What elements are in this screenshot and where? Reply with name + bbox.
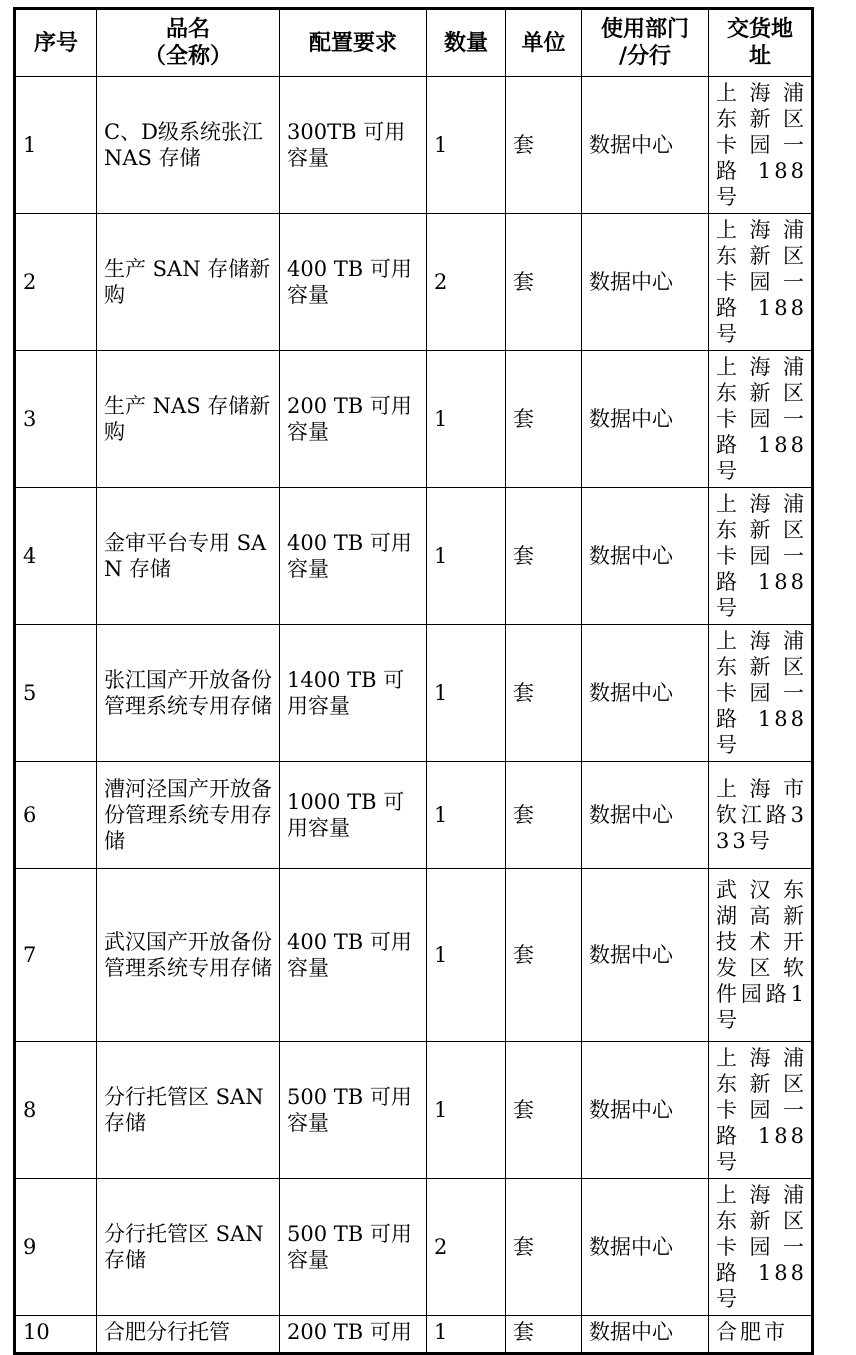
cell-unit-text: 套 — [513, 270, 534, 294]
cell-delivery-address-text: 上海市钦江路333号 — [716, 777, 807, 853]
cell-quantity — [427, 1316, 506, 1354]
cell-serial — [15, 351, 97, 488]
cell-delivery-address — [709, 214, 813, 351]
cell-unit-text: 套 — [513, 1098, 534, 1122]
cell-product-name — [97, 869, 280, 1042]
cell-unit — [506, 1316, 582, 1354]
cell-department — [582, 351, 709, 488]
cell-product-name — [97, 1316, 280, 1354]
table-row — [15, 625, 813, 762]
cell-product-name-text: C、D级系统张江 NAS 存储 — [104, 120, 263, 170]
header-department — [582, 9, 709, 77]
cell-quantity — [427, 351, 506, 488]
cell-delivery-address-text: 上海浦东新区卡园一路188号 — [716, 629, 807, 757]
header-text: 使用部门 — [600, 17, 689, 42]
cell-department — [582, 1316, 709, 1354]
cell-department-text: 数据中心 — [589, 407, 673, 431]
cell-product-name-text: 武汉国产开放备份管理系统专用存储 — [104, 930, 272, 980]
cell-department-text: 数据中心 — [589, 943, 673, 967]
cell-product-name-text: 金审平台专用 SAN 存储 — [104, 531, 267, 581]
cell-serial-text: 10 — [23, 1320, 50, 1344]
header-unit — [506, 9, 582, 77]
cell-serial-text: 8 — [23, 1098, 37, 1122]
cell-unit — [506, 351, 582, 488]
cell-department — [582, 762, 709, 869]
cell-config — [280, 1316, 427, 1354]
cell-serial — [15, 77, 97, 214]
cell-serial — [15, 214, 97, 351]
cell-product-name-text: 漕河泾国产开放备份管理系统专用存储 — [104, 777, 272, 853]
header-text: 品名 — [165, 17, 210, 42]
header-text: 配置要求 — [308, 30, 397, 56]
cell-product-name — [97, 214, 280, 351]
procurement-table — [13, 7, 814, 1355]
cell-product-name-text: 分行托管区 SAN 存储 — [104, 1222, 264, 1272]
header-text: 序号 — [33, 30, 78, 56]
header-text: 数量 — [443, 30, 488, 56]
procurement-table-wrapper — [13, 7, 814, 1355]
cell-delivery-address-text: 上海浦东新区卡园一路188号 — [716, 81, 807, 209]
cell-quantity-text: 1 — [434, 943, 448, 967]
cell-serial-text: 5 — [23, 681, 37, 705]
cell-department-text: 数据中心 — [589, 1320, 673, 1344]
cell-delivery-address — [709, 351, 813, 488]
cell-serial-text: 6 — [23, 803, 37, 827]
cell-serial-text: 7 — [23, 943, 37, 967]
cell-config — [280, 1042, 427, 1179]
table-row — [15, 1316, 813, 1354]
cell-product-name-text: 合肥分行托管 — [104, 1320, 230, 1344]
cell-quantity-text: 1 — [434, 407, 448, 431]
cell-config-text: 500 TB 可用容量 — [287, 1085, 412, 1135]
header-row — [15, 9, 813, 77]
cell-unit-text: 套 — [513, 544, 534, 568]
cell-unit — [506, 77, 582, 214]
cell-config-text: 400 TB 可用容量 — [287, 531, 412, 581]
cell-department — [582, 1179, 709, 1316]
cell-serial-text: 3 — [23, 407, 37, 431]
cell-department — [582, 488, 709, 625]
cell-department — [582, 1042, 709, 1179]
header-text: 交货地 — [726, 17, 793, 42]
table-row — [15, 762, 813, 869]
cell-config-text: 400 TB 可用容量 — [287, 930, 412, 980]
cell-delivery-address — [709, 869, 813, 1042]
cell-quantity-text: 1 — [434, 544, 448, 568]
cell-department-text: 数据中心 — [589, 133, 673, 157]
cell-unit — [506, 214, 582, 351]
cell-config — [280, 77, 427, 214]
cell-unit — [506, 869, 582, 1042]
cell-serial-text: 4 — [23, 544, 37, 568]
cell-department — [582, 77, 709, 214]
header-delivery-address — [709, 9, 813, 77]
cell-delivery-address — [709, 1316, 813, 1354]
cell-quantity — [427, 625, 506, 762]
cell-delivery-address-text: 上海浦东新区卡园一路188号 — [716, 218, 807, 346]
cell-quantity — [427, 488, 506, 625]
cell-serial-text: 9 — [23, 1235, 37, 1259]
cell-quantity-text: 1 — [434, 681, 448, 705]
cell-config-text: 200 TB 可用 — [287, 1320, 412, 1344]
cell-unit-text: 套 — [513, 1235, 534, 1259]
table-body — [15, 77, 813, 1354]
header-product-name — [97, 9, 280, 77]
table-row — [15, 869, 813, 1042]
cell-config — [280, 869, 427, 1042]
cell-serial — [15, 762, 97, 869]
header-text: （全称） — [143, 44, 232, 69]
cell-config — [280, 351, 427, 488]
cell-config-text: 200 TB 可用容量 — [287, 394, 412, 444]
cell-quantity — [427, 77, 506, 214]
cell-unit-text: 套 — [513, 681, 534, 705]
cell-product-name — [97, 625, 280, 762]
cell-unit — [506, 625, 582, 762]
cell-serial — [15, 1042, 97, 1179]
cell-delivery-address — [709, 1179, 813, 1316]
table-row — [15, 214, 813, 351]
cell-unit-text: 套 — [513, 803, 534, 827]
cell-config-text: 300TB 可用容量 — [287, 120, 406, 170]
cell-config-text: 500 TB 可用容量 — [287, 1222, 412, 1272]
cell-quantity — [427, 869, 506, 1042]
cell-delivery-address-text: 合肥市 — [716, 1320, 788, 1344]
cell-department-text: 数据中心 — [589, 544, 673, 568]
cell-department-text: 数据中心 — [589, 270, 673, 294]
cell-department-text: 数据中心 — [589, 681, 673, 705]
cell-product-name — [97, 1042, 280, 1179]
cell-serial — [15, 1316, 97, 1354]
cell-delivery-address-text: 上海浦东新区卡园一路188号 — [716, 1046, 807, 1174]
cell-serial — [15, 869, 97, 1042]
cell-config-text: 1000 TB 可用容量 — [287, 790, 405, 840]
cell-config — [280, 1179, 427, 1316]
header-text: 单位 — [521, 30, 566, 56]
header-quantity — [427, 9, 506, 77]
cell-delivery-address — [709, 77, 813, 214]
cell-department — [582, 214, 709, 351]
cell-unit — [506, 1042, 582, 1179]
cell-unit-text: 套 — [513, 407, 534, 431]
cell-unit-text: 套 — [513, 1320, 534, 1344]
cell-quantity-text: 1 — [434, 803, 448, 827]
cell-unit-text: 套 — [513, 133, 534, 157]
cell-delivery-address-text: 武汉东湖高新技术开发区软件园路1号 — [716, 878, 807, 1032]
table-row — [15, 1179, 813, 1316]
cell-quantity — [427, 214, 506, 351]
cell-unit — [506, 1179, 582, 1316]
cell-quantity — [427, 1042, 506, 1179]
cell-config — [280, 214, 427, 351]
header-serial — [15, 9, 97, 77]
cell-config-text: 400 TB 可用容量 — [287, 257, 412, 307]
cell-product-name-text: 生产 NAS 存储新购 — [104, 394, 271, 444]
cell-quantity-text: 1 — [434, 1098, 448, 1122]
cell-product-name — [97, 77, 280, 214]
cell-department-text: 数据中心 — [589, 803, 673, 827]
cell-config — [280, 762, 427, 869]
cell-product-name — [97, 762, 280, 869]
table-row — [15, 351, 813, 488]
cell-serial — [15, 625, 97, 762]
cell-product-name — [97, 1179, 280, 1316]
cell-quantity-text: 2 — [434, 1235, 448, 1259]
cell-quantity-text: 1 — [434, 133, 448, 157]
cell-department — [582, 625, 709, 762]
cell-serial-text: 1 — [23, 133, 37, 157]
cell-config — [280, 625, 427, 762]
cell-quantity — [427, 1179, 506, 1316]
cell-unit — [506, 488, 582, 625]
table-row — [15, 488, 813, 625]
table-row — [15, 1042, 813, 1179]
cell-delivery-address — [709, 762, 813, 869]
cell-delivery-address-text: 上海浦东新区卡园一路188号 — [716, 492, 807, 620]
cell-serial — [15, 1179, 97, 1316]
table-row — [15, 77, 813, 214]
cell-unit-text: 套 — [513, 943, 534, 967]
cell-quantity-text: 1 — [434, 1320, 448, 1344]
cell-department — [582, 869, 709, 1042]
header-text: /分行 — [618, 44, 672, 69]
cell-quantity-text: 2 — [434, 270, 448, 294]
cell-product-name-text: 张江国产开放备份管理系统专用存储 — [104, 668, 272, 718]
cell-config-text: 1400 TB 可用容量 — [287, 668, 405, 718]
cell-delivery-address — [709, 1042, 813, 1179]
cell-delivery-address — [709, 488, 813, 625]
cell-quantity — [427, 762, 506, 869]
cell-delivery-address-text: 上海浦东新区卡园一路188号 — [716, 1183, 807, 1311]
cell-serial — [15, 488, 97, 625]
cell-department-text: 数据中心 — [589, 1098, 673, 1122]
cell-delivery-address-text: 上海浦东新区卡园一路188号 — [716, 355, 807, 483]
cell-serial-text: 2 — [23, 270, 37, 294]
cell-config — [280, 488, 427, 625]
cell-department-text: 数据中心 — [589, 1235, 673, 1259]
header-text: 址 — [748, 44, 771, 69]
cell-product-name-text: 生产 SAN 存储新购 — [104, 257, 271, 307]
header-config — [280, 9, 427, 77]
cell-delivery-address — [709, 625, 813, 762]
cell-product-name — [97, 488, 280, 625]
cell-product-name — [97, 351, 280, 488]
cell-unit — [506, 762, 582, 869]
cell-product-name-text: 分行托管区 SAN 存储 — [104, 1085, 264, 1135]
